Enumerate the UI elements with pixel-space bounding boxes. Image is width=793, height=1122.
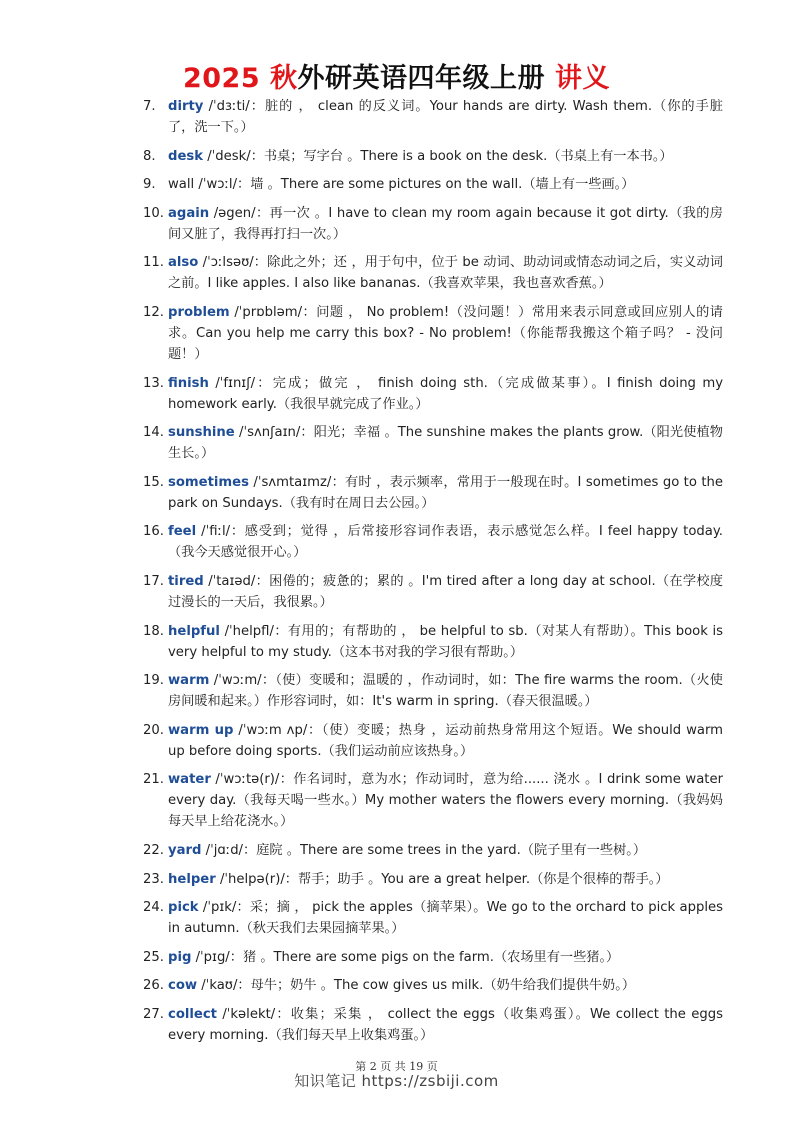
entry-number: 21. — [143, 772, 164, 788]
entry-number: 23. — [143, 871, 164, 887]
entry-number: 10. — [143, 205, 164, 221]
entry-word: warm — [168, 673, 210, 689]
vocab-entry — [143, 422, 723, 464]
entry-number: 13. — [143, 375, 164, 391]
entry-number: 7. — [143, 99, 156, 114]
vocab-entry — [143, 975, 723, 996]
entry-definition: /ˈsʌmtaɪmz/：有时 ，表示频率，常用于一般现在时。I sometimes go to the park on Sundays.（我有时在周日去公园。） — [168, 474, 723, 511]
entry-word: warm up — [168, 722, 234, 738]
watermark: 知识笔记 https://zsbiji.com — [294, 1072, 499, 1090]
vocab-entry — [143, 571, 723, 613]
vocab-entry — [143, 96, 723, 138]
entry-definition: /ˈwɔːm ʌp/：（使）变暖；热身 ，运动前热身常用这个短语。We should warm up before doing sports.（我们运动前应该热身。） — [168, 722, 723, 759]
entry-word: collect — [168, 1006, 217, 1022]
entry-word: finish — [168, 375, 209, 391]
entry-word: wall — [168, 177, 195, 193]
entry-word: feel — [168, 524, 197, 540]
entry-number: 24. — [143, 900, 164, 916]
entry-word: pig — [168, 949, 192, 965]
vocab-entry — [143, 174, 723, 195]
vocab-entry — [143, 869, 723, 890]
page-number: 第 2 页 共 19 页 — [355, 1060, 438, 1073]
entry-definition: /ˈtaɪəd/：困倦的；疲惫的；累的 。I'm tired after a long day at school.（在学校度过漫长的一天后，我很累。） — [168, 573, 723, 610]
page-title — [0, 56, 793, 95]
entry-definition: /ˈɔːlsəʊ/：除此之外；还 ，用于句中，位于 be 动词、助动词或情态动词之后，实义动词之前。I like apples. I also like bananas.（我喜欢苹果，我也喜欢香蕉。） — [168, 255, 723, 292]
entry-definition: /ˈpɪk/：采；摘 ， pick the apples（摘苹果）。We go to the orchard to pick apples in autumn.（秋天我们去果园摘苹果。） — [168, 900, 723, 937]
entry-number: 16. — [143, 524, 164, 540]
entry-definition: /ˈfɪnɪʃ/：完成；做完 ， finish doing sth.（完成做某事）。I finish doing my homework early.（我很早就完成了作业。） — [168, 375, 723, 412]
entry-definition: /ˈwɔːl/：墙 。There are some pictures on the wall.（墙上有一些画。） — [194, 177, 635, 193]
entry-definition: /ˈfiːl/：感受到；觉得 ，后常接形容词作表语，表示感觉怎么样。I feel happy today.（我今天感觉很开心。） — [168, 524, 723, 561]
entry-word: tired — [168, 573, 204, 589]
entry-number: 19. — [143, 673, 164, 689]
entry-word: cow — [168, 978, 198, 994]
entry-number: 9. — [143, 177, 156, 193]
entry-definition: /ˈprɒbləm/：问题 ， No problem!（没问题！）常用来表示同意或回应别人的请求。Can you help me carry this box? - No problem!（你能帮我搬这个箱子吗？ - 没问题！） — [168, 304, 723, 362]
entry-number: 15. — [143, 474, 164, 490]
title-year: 2025 秋 — [182, 63, 298, 94]
entry-definition: /ˈhelpfl/：有用的；有帮助的 ， be helpful to sb.（对某人有帮助）。This book is very helpful to my study.（这本书对我的学习很有帮助。） — [168, 623, 723, 660]
entry-word: sunshine — [168, 425, 235, 441]
entry-number: 11. — [143, 255, 164, 271]
entry-number: 8. — [143, 148, 156, 164]
entry-definition: /ˈkəlekt/：收集；采集 ， collect the eggs（收集鸡蛋）。We collect the eggs every morning.（我们每天早上收集鸡蛋。） — [168, 1006, 723, 1043]
entry-definition: /ˈwɔːm/：（使）变暖和；温暖的 ，作动词时，如：The fire warms the room.（火使房间暖和起来。）作形容词时，如：It's warm in spring.（春天很温暖。） — [168, 673, 723, 710]
entry-definition: /ˈdɜːti/：脏的 ， clean 的反义词。Your hands are dirty. Wash them.（你的手脏了，洗一下。） — [168, 99, 723, 135]
entry-word: pick — [168, 900, 199, 916]
entry-number: 18. — [143, 623, 164, 639]
vocab-entry — [143, 897, 723, 939]
entry-definition: /əgen/：再一次 。I have to clean my room again because it got dirty.（我的房间又脏了，我得再打扫一次。） — [168, 205, 723, 242]
vocab-entry — [143, 621, 723, 663]
entry-word: again — [168, 205, 210, 221]
vocab-entry — [143, 769, 723, 832]
entry-word: sometimes — [168, 474, 249, 490]
title-main: 外研英语四年级上册 — [297, 63, 546, 94]
vocab-entry — [143, 521, 723, 563]
entry-word: helper — [168, 871, 216, 887]
entry-word: yard — [168, 842, 202, 858]
vocab-entry — [143, 203, 723, 245]
vocab-entry — [143, 670, 723, 712]
entry-number: 22. — [143, 842, 164, 858]
entry-number: 25. — [143, 949, 164, 965]
entry-word: desk — [168, 148, 204, 164]
entry-number: 27. — [143, 1006, 164, 1022]
vocab-entry — [143, 840, 723, 861]
entry-number: 26. — [143, 978, 164, 994]
entry-definition: /ˈdesk/：书桌；写字台 。There is a book on the desk.（书桌上有一本书。） — [203, 148, 673, 164]
vocab-entry — [143, 146, 723, 167]
entry-definition: /ˈsʌnʃaɪn/：阳光；幸福 。The sunshine makes the plants grow.（阳光使植物生长。） — [168, 425, 723, 462]
entry-definition: /ˈkaʊ/：母牛；奶牛 。The cow gives us milk.（奶牛给我们提供牛奶。） — [197, 978, 636, 994]
vocab-entry — [143, 720, 723, 762]
entry-word: dirty — [168, 99, 204, 114]
entry-number: 14. — [143, 425, 164, 441]
vocab-entry — [143, 472, 723, 514]
entry-word: helpful — [168, 623, 220, 639]
vocab-entry — [143, 302, 723, 365]
vocab-entry — [143, 373, 723, 415]
entry-definition: /ˈhelpə(r)/：帮手；助手 。You are a great helper.（你是个很棒的帮手。） — [215, 871, 669, 887]
entry-number: 12. — [143, 304, 164, 320]
entry-definition: /ˈjɑːd/：庭院 。There are some trees in the yard.（院子里有一些树。） — [201, 842, 647, 858]
entry-definition: /ˈpɪg/：猪 。There are some pigs on the farm.（农场里有一些猪。） — [191, 949, 620, 965]
entry-word: also — [168, 255, 199, 271]
title-suffix: 讲义 — [555, 63, 611, 94]
entry-number: 20. — [143, 722, 164, 738]
entry-word: problem — [168, 304, 230, 320]
entry-definition: /ˈwɔːtə(r)/：作名词时，意为水；作动词时，意为给...... 浇水 。I drink some water every day.（我每天喝一些水。）My mother waters the flowers every morning.（我妈妈每天早上给花浇水。） — [168, 772, 723, 830]
entry-number: 17. — [143, 573, 164, 589]
vocab-entry — [143, 1004, 723, 1046]
entry-word: water — [168, 772, 211, 788]
vocab-entry — [143, 947, 723, 968]
vocabulary-list — [143, 96, 723, 1053]
vocab-entry — [143, 252, 723, 294]
